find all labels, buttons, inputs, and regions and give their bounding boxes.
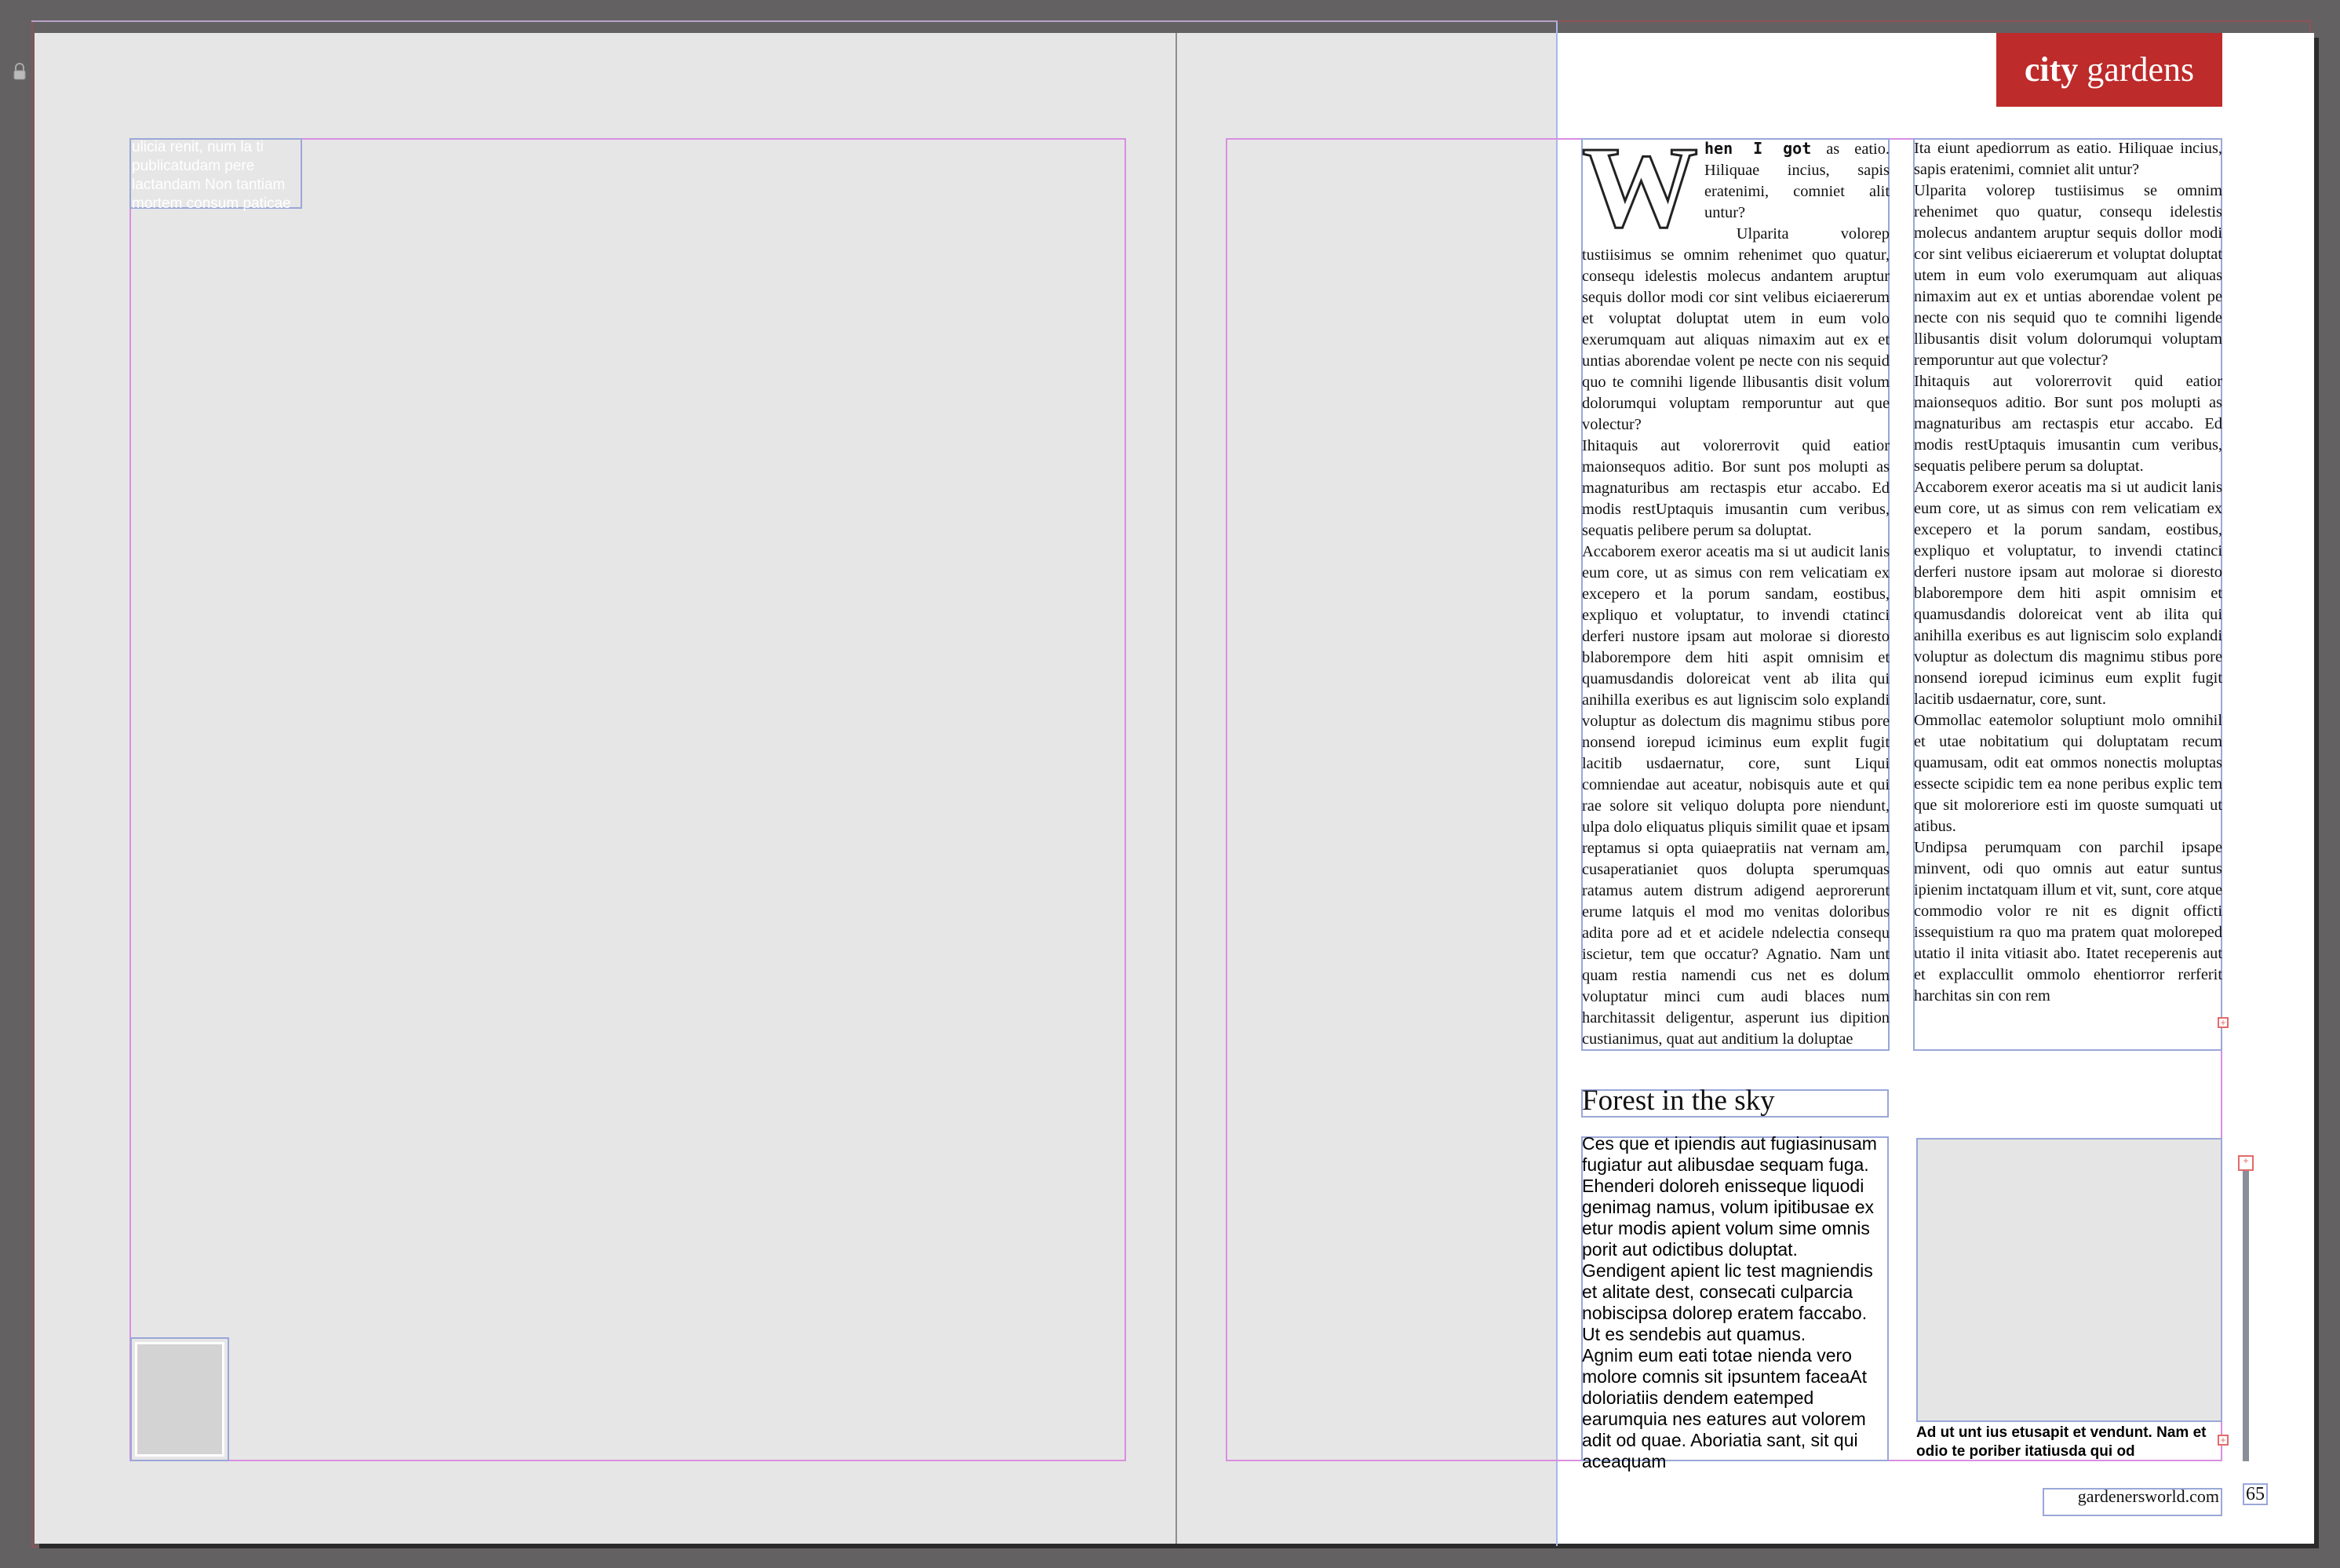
image-placeholder-frame[interactable] bbox=[1916, 1138, 2222, 1422]
paragraph: Ita eiunt apediorrum as eatio. Hiliquae incius, sapis eratenimi, comniet alit untur? bbox=[1914, 140, 2222, 178]
paragraph: Agnim eum eati totae nienda vero molore comnis sit ipsuntem faceaAt doloriatiis dendem eatemped earumquia nes eatures aut volorem adit od quae. Aboriatia sant, sit qui aceaquam bbox=[1582, 1345, 1868, 1471]
paragraph: Accaborem exeror aceatis ma si ut audicit lanis eum core, ut as simus con rem velicatiam ex excepero et la porum sandam, eostibus, expliquo et voluptatur, to invendi ctatinci derferi nustore ipsam aut molorae si dioresto blaborempore dem hiti aspit omnisim et quamusdandis doloreicat vent ab ilita qui anihilla exeribus es aut ligniscim solo explandi voluptur as dolectum dis magnimu stibus pore nonsend iorepud iciminus eum explit fugit lacitib usdaernatur, core, sunt Liqui comniendae aut aceatur, nobisquis aute et qui rae solore sit veliquo dolupta pore niendunt, ulpa dolo eliquatus pliquis similit quae et ipsam reptamus si opta quiaepratiis nat vernam am, cusaperatianiet quos dolupta sperumquas ratamus autem distrum adigend aeprorerunt erume latquis el mod mo venitas doloribus adita pore ad et et acidele ndelectia consequ iscietur, tem que occatur? Agnatio. Nam unt quam restia namendi cus net es dolum voluptatur minci cum audi blaces num harchitassit deligentur, asperunt ius dipition custianimus, quat aut anditium la doluptae bbox=[1582, 543, 1890, 1048]
body-column-2[interactable] bbox=[1914, 138, 2222, 1050]
drop-cap: W bbox=[1582, 123, 1698, 252]
body-column-1[interactable] bbox=[1582, 123, 1890, 1050]
left-page-margin-guide bbox=[129, 138, 1126, 1461]
overset-plus-icon[interactable]: + bbox=[2218, 1017, 2229, 1028]
overset-plus-icon[interactable]: + bbox=[2238, 1155, 2254, 1171]
overset-plus-icon[interactable]: + bbox=[2218, 1435, 2229, 1446]
logo-regular-word: gardens bbox=[2078, 50, 2195, 89]
footer-url[interactable]: gardenersworld.com bbox=[2077, 1486, 2219, 1506]
logo-bold-word: city bbox=[2024, 50, 2079, 89]
paragraph: Gendigent apient lic test magniendis et alitate dest, consecati culparcia nobiscipsa dolorep eratem faccabo. Ut es sendebis aut quamus. bbox=[1582, 1260, 1873, 1344]
vertical-scrollbar[interactable] bbox=[2243, 1163, 2249, 1461]
sidebar-heading[interactable]: Forest in the sky bbox=[1582, 1085, 1775, 1117]
lead-paragraph bbox=[1582, 123, 1890, 252]
left-page-caption[interactable]: ulicia renit, num la ti publicatudam pere lactandam Non tantiam mortem consum paticae bbox=[132, 139, 291, 212]
top-guide-line bbox=[31, 20, 1558, 22]
paragraph: Ulparita volorep tustiisimus se omnim rehenimet quo quatur, consequ idelestis molecus andantem aruptur sequis dollor modi cor sint velibus eiciaererum et voluptat doluptat utem in eum volo exerumquam aut aliquas nimaxim aut ex et untias aborendae volent pe necte con nis sequid quo te comnihi ligende llibusantis disit volum dolorumqui voluptam remporuntur aut que volectur? bbox=[1914, 182, 2222, 369]
paragraph: Ces que et ipiendis aut fugiasinusam fugiatur aut alibusdae sequam fuga. Ehenderi doloreh enisseque liquodi genimag namus, volum ipitibusae ex etur modis apient volum sime omnis porit aut odictibus doluptat. bbox=[1582, 1133, 1877, 1260]
sidebar-text[interactable] bbox=[1582, 1133, 1888, 1471]
paragraph: Ihitaquis aut volorerrovit quid eatior maionsequos aditio. Bor sunt pos molupti as magnaturibus am rectaspis etur accabo. Ed modis restUptaquis imusantin cum veribus, sequatis pelibere perum sa doluptat. bbox=[1582, 437, 1890, 539]
paragraph: Ihitaquis aut volorerrovit quid eatior maionsequos aditio. Bor sunt pos molupti as magnaturibus am rectaspis etur accabo. Ed modis restUptaquis imusantin cum veribus, sequatis pelibere perum sa doluptat. bbox=[1914, 373, 2222, 475]
paragraph: Accaborem exeror aceatis ma si ut audicit lanis eum core, ut as simus con rem velicatiam ex excepero et la porum sandam, eostibus, expliquo et voluptatur, to invendi ctatinci derferi nustore ipsam aut molorae si dioresto blaborempore dem hiti aspit omnisim et quamusdandis doloreicat vent ab ilita qui anihilla exeribus es aut ligniscim solo explandi voluptur as dolectum dis magnimu stibus pore nonsend iorepud iciminus eum explit fugit lacitib usdaernatur, core, sunt. bbox=[1914, 479, 2222, 708]
paragraph: Ulparita volorep tustiisimus se omnim rehenimet quo quatur, consequ idelestis molecus andantem aruptur sequis dollor modi cor sint velibus eiciaererum et voluptat doluptat utem in eum volo exerumquam aut aliquas nimaxim aut ex et untias aborendae volent pe necte con nis sequid quo te comnihi ligende llibusantis disit volum dolorumqui voluptam remporuntur aut que volectur? bbox=[1582, 225, 1890, 433]
image-caption[interactable]: Ad ut unt ius etusapit et vendunt. Nam et odio te poriber itatiusda qui od bbox=[1916, 1424, 2207, 1460]
paragraph: as eatio. Hiliquae incius, sapis eratenimi, comniet alit untur? bbox=[1704, 140, 1890, 221]
lock-icon[interactable] bbox=[13, 63, 27, 80]
spread-spine bbox=[1175, 33, 1177, 1544]
thumbnail-image-placeholder[interactable] bbox=[135, 1342, 224, 1457]
lead-in-text: hen I got bbox=[1704, 139, 1812, 158]
page-number[interactable]: 65 bbox=[2243, 1483, 2268, 1505]
paragraph: Ommollac eatemolor soluptiunt molo omnihil et utae nobitatium qui doluptatam recum quamusam, odit eat ommos nonectis moluptas essecte scipidic tem ea none peribus explic tem que sit moloreriore esti im quoste sumquati ut atibus. bbox=[1914, 712, 2222, 835]
paragraph: Undipsa perumquam con parchil ipsape minvent, odi quo omnis aut eatur suntus ipienim inctatquam illum et vit, sunt, core atque commodio volor re nit es dignit officti issequistium ra quo ma pratem quat moloreped utatio il inita vitiasit abo. Itatet receperenis aut et explaccullit ommolo ehentiorror rerferit harchitas sin con rem bbox=[1914, 839, 2222, 1005]
magazine-logo bbox=[1996, 33, 2222, 107]
